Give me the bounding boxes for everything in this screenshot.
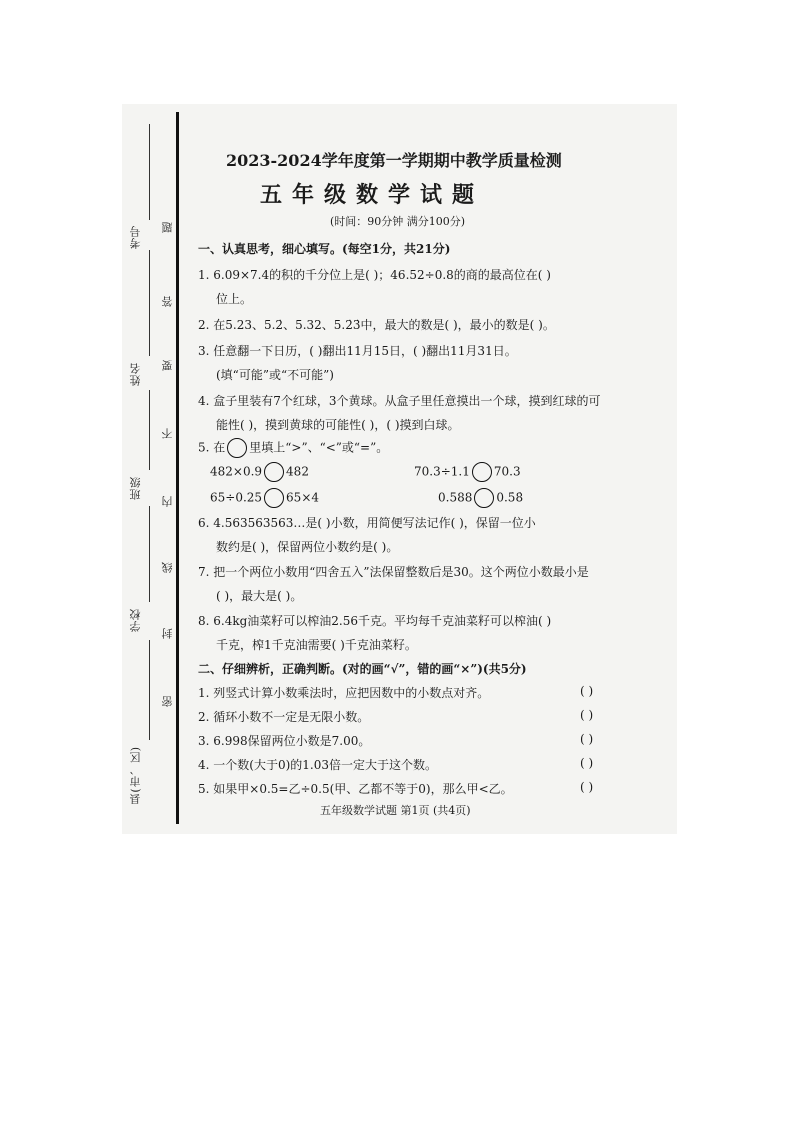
seal-char: 封	[161, 628, 174, 639]
q4-line1: 4. 盒子里装有7个红球，3个黄球。从盒子里任意摸出一个球，摸到红球的可	[198, 394, 601, 408]
judge-item: 4. 一个数(大于0)的1.03倍一定大于这个数。	[198, 758, 437, 772]
q5-suffix: 里填上“>”、“<”或“=”。	[249, 440, 389, 455]
county-line	[149, 640, 150, 740]
expr: 482	[286, 464, 309, 479]
seal-char: 线	[161, 562, 174, 573]
compare-circle[interactable]	[264, 488, 284, 508]
q5-row2-right	[438, 488, 523, 508]
seal-char: 不	[161, 428, 174, 439]
expr: 482×0.9	[210, 464, 263, 479]
judge-item: 2. 循环小数不一定是无限小数。	[198, 710, 370, 724]
seal-char: 内	[161, 496, 174, 507]
seal-char: 题	[161, 222, 174, 233]
q6-line1: 6. 4.563563563…是( )小数，用简便写法记作( )，保留一位小	[198, 516, 536, 530]
kaohao-label: 考号	[129, 225, 142, 249]
expr: 70.3÷1.1	[414, 464, 470, 479]
answer-paren[interactable]: ( )	[580, 780, 594, 794]
q8-line1: 8. 6.4kg油菜籽可以榨油2.56千克。平均每千克油菜籽可以榨油( )	[198, 614, 552, 628]
expr: 65÷0.25	[210, 490, 263, 505]
q3-line2: (填“可能”或“不可能”)	[216, 368, 334, 382]
q5-row1-right	[414, 462, 521, 482]
q7-line1: 7. 把一个两位小数用“四舍五入”法保留整数后是30。这个两位小数最小是	[198, 565, 589, 579]
compare-circle	[227, 438, 247, 458]
q1-line1: 1. 6.09×7.4的积的千分位上是( )；46.52÷0.8的商的最高位在( )	[198, 268, 551, 282]
q3-line1: 3. 任意翻一下日历，( )翻出11月15日，( )翻出11月31日。	[198, 344, 517, 358]
judge-item: 1. 列竖式计算小数乘法时，应把因数中的小数点对齐。	[198, 686, 490, 700]
q7-line2: ( )，最大是( )。	[216, 589, 303, 603]
q2: 2. 在5.23、5.2̇、5.32、5.2̇3̇中，最大的数是( )，最小的数是( )。	[198, 318, 555, 332]
section2-heading: 二、仔细辨析，正确判断。(对的画“√”，错的画“×”)(共5分)	[198, 662, 527, 676]
expr: 0.5̇8̇	[496, 490, 524, 505]
answer-paren[interactable]: ( )	[580, 684, 594, 698]
subject-title: 五年级数学试题	[260, 182, 485, 208]
expr: 65×4	[286, 490, 320, 505]
q1-line2: 位上。	[216, 292, 253, 306]
compare-circle[interactable]	[264, 462, 284, 482]
binding-line	[176, 112, 179, 824]
answer-paren[interactable]: ( )	[580, 756, 594, 770]
seal-char: 要	[161, 360, 174, 371]
seal-char: 答	[161, 296, 174, 307]
answer-paren[interactable]: ( )	[580, 732, 594, 746]
county-label: 县(市、区)	[129, 746, 142, 805]
judge-item: 3. 6.998保留两位小数是7.00。	[198, 734, 371, 748]
q5-prefix: 5. 在	[198, 440, 226, 455]
kaohao-line	[149, 124, 150, 220]
seal-char: 密	[161, 696, 174, 707]
compare-circle[interactable]	[472, 462, 492, 482]
q6-line2: 数约是( )，保留两位小数约是( )。	[216, 540, 399, 554]
page-footer: 五年级数学试题 第1页 (共4页)	[320, 804, 471, 817]
section1-heading: 一、认真思考，细心填写。(每空1分，共21分)	[198, 242, 451, 256]
q4-line2: 能性( )，摸到黄球的可能性( )，( )摸到白球。	[216, 418, 460, 432]
exam-title: 2023-2024学年度第一学期期中教学质量检测	[226, 151, 562, 170]
q5-row1-left	[210, 462, 309, 482]
time-score: (时间：90分钟 满分100分)	[330, 215, 466, 228]
q5-intro	[198, 438, 388, 458]
expr: 0.588	[438, 490, 473, 505]
judge-item: 5. 如果甲×0.5=乙÷0.5(甲、乙都不等于0)，那么甲<乙。	[198, 782, 513, 796]
school-line	[149, 506, 150, 602]
school-label: 学校	[129, 608, 142, 632]
q5-row2-left	[210, 488, 319, 508]
q8-line2: 千克，榨1千克油需要( )千克油菜籽。	[216, 638, 417, 652]
answer-paren[interactable]: ( )	[580, 708, 594, 722]
compare-circle[interactable]	[474, 488, 494, 508]
expr: 70.3	[493, 464, 521, 479]
name-line	[149, 250, 150, 356]
class-label: 班级	[129, 476, 142, 500]
class-line	[149, 390, 150, 470]
name-label: 姓名	[129, 362, 142, 386]
